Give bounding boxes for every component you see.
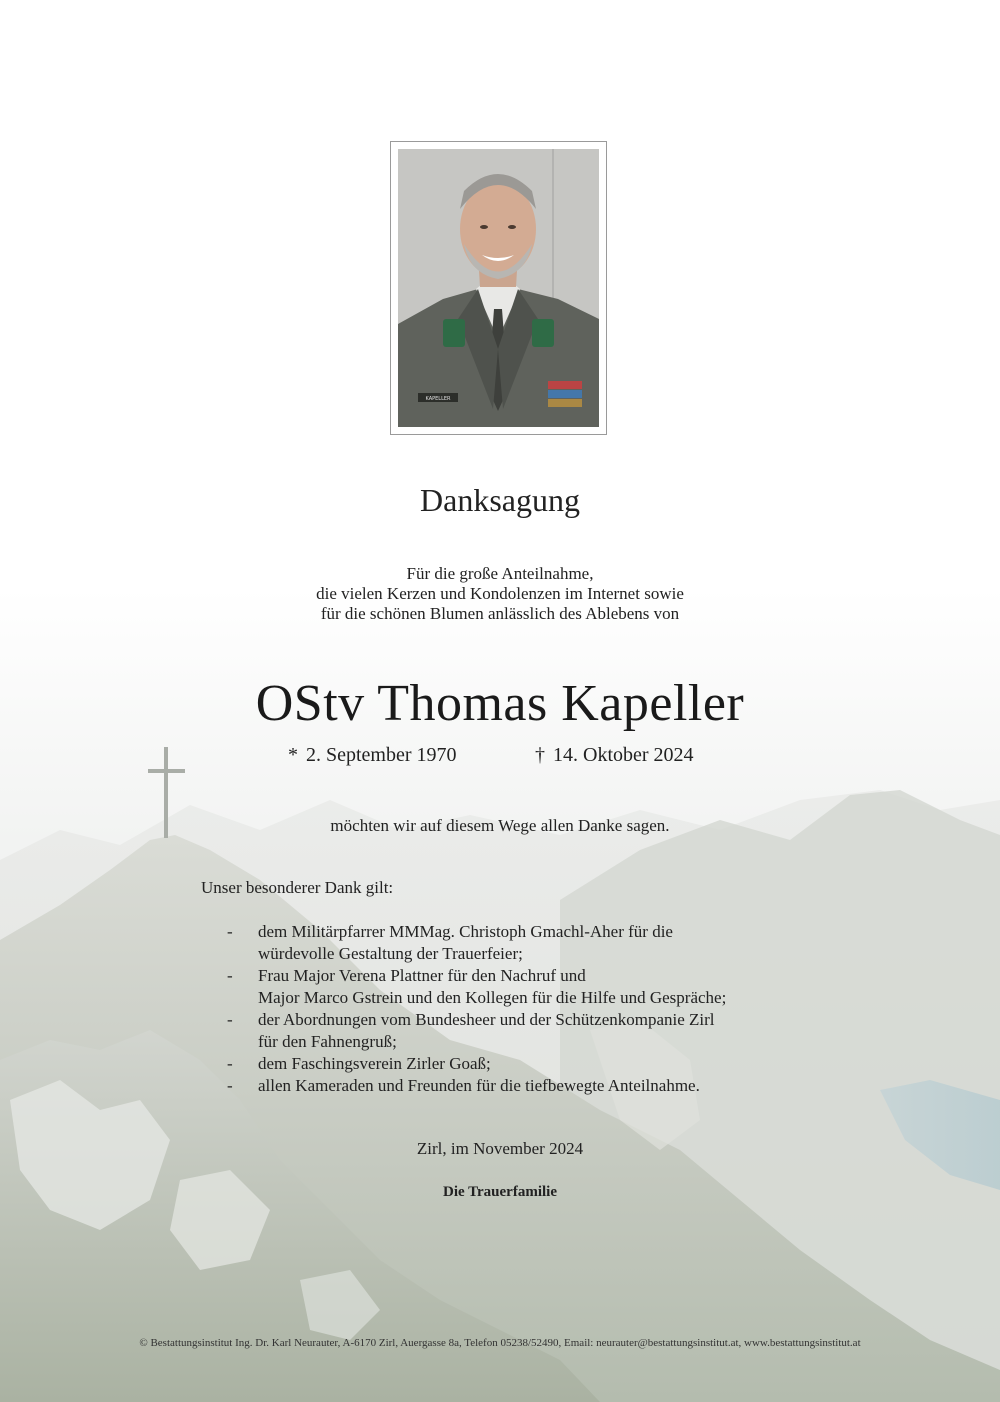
birth-date: 2. September 1970 [306, 744, 457, 766]
list-dash: - [227, 1010, 233, 1029]
list-item-line: Major Marco Gstrein und den Kollegen für die Hilfe und Gespräche; [258, 988, 727, 1007]
birth-date-group [288, 744, 457, 767]
intro-text [0, 564, 1000, 624]
place-and-date: Zirl, im November 2024 [416, 1139, 584, 1158]
birth-star-icon: * [288, 744, 298, 766]
list-dash: - [227, 966, 233, 985]
heading: Danksagung [420, 482, 580, 518]
list-item [0, 965, 1000, 1009]
portrait-photo [398, 149, 599, 427]
deceased-name: OStv Thomas Kapeller [255, 675, 745, 732]
name-tag-text: KAPELLER [425, 396, 451, 402]
list-item-line: dem Faschingsverein Zirler Goaß; [258, 1054, 491, 1073]
list-dash: - [227, 1076, 233, 1095]
list-item-line: dem Militärpfarrer MMMag. Christoph Gmachl-Aher für die [258, 922, 673, 941]
list-item-line: allen Kameraden und Freunden für die tiefbewegte Anteilnahme. [258, 1076, 700, 1095]
list-dash: - [227, 922, 233, 941]
signature: Die Trauerfamilie [443, 1184, 557, 1200]
death-date: 14. Oktober 2024 [553, 744, 694, 766]
list-item [0, 921, 1000, 965]
special-thanks-title: Unser besonderer Dank gilt: [201, 878, 394, 897]
death-cross-icon: † [535, 744, 545, 766]
list-item-line: für den Fahnengruß; [258, 1032, 397, 1051]
death-date-group [535, 744, 694, 767]
special-thanks-list [0, 921, 1000, 1097]
intro-line: für die schönen Blumen anlässlich des Ablebens von [320, 604, 680, 623]
list-item [0, 1009, 1000, 1053]
list-dash: - [227, 1054, 233, 1073]
intro-line: die vielen Kerzen und Kondolenzen im Internet sowie [316, 584, 684, 603]
list-item-line: würdevolle Gestaltung der Trauerfeier; [258, 944, 523, 963]
list-item-line: der Abordnungen vom Bundesheer und der Schützenkompanie Zirl [258, 1010, 715, 1029]
list-item-line: Frau Major Verena Plattner für den Nachruf und [258, 966, 586, 985]
footer-imprint: © Bestattungsinstitut Ing. Dr. Karl Neurauter, A-6170 Zirl, Auergasse 8a, Telefon 05238/52490, Email: neurauter@bestattungsinstitut.at, www.bestattungsinstitut.at [139, 1337, 861, 1349]
thanks-line: möchten wir auf diesem Wege allen Danke sagen. [330, 816, 670, 835]
list-item [0, 1075, 1000, 1097]
list-item [0, 1053, 1000, 1075]
intro-line: Für die große Anteilnahme, [406, 564, 594, 583]
portrait-photo-frame [390, 141, 607, 435]
